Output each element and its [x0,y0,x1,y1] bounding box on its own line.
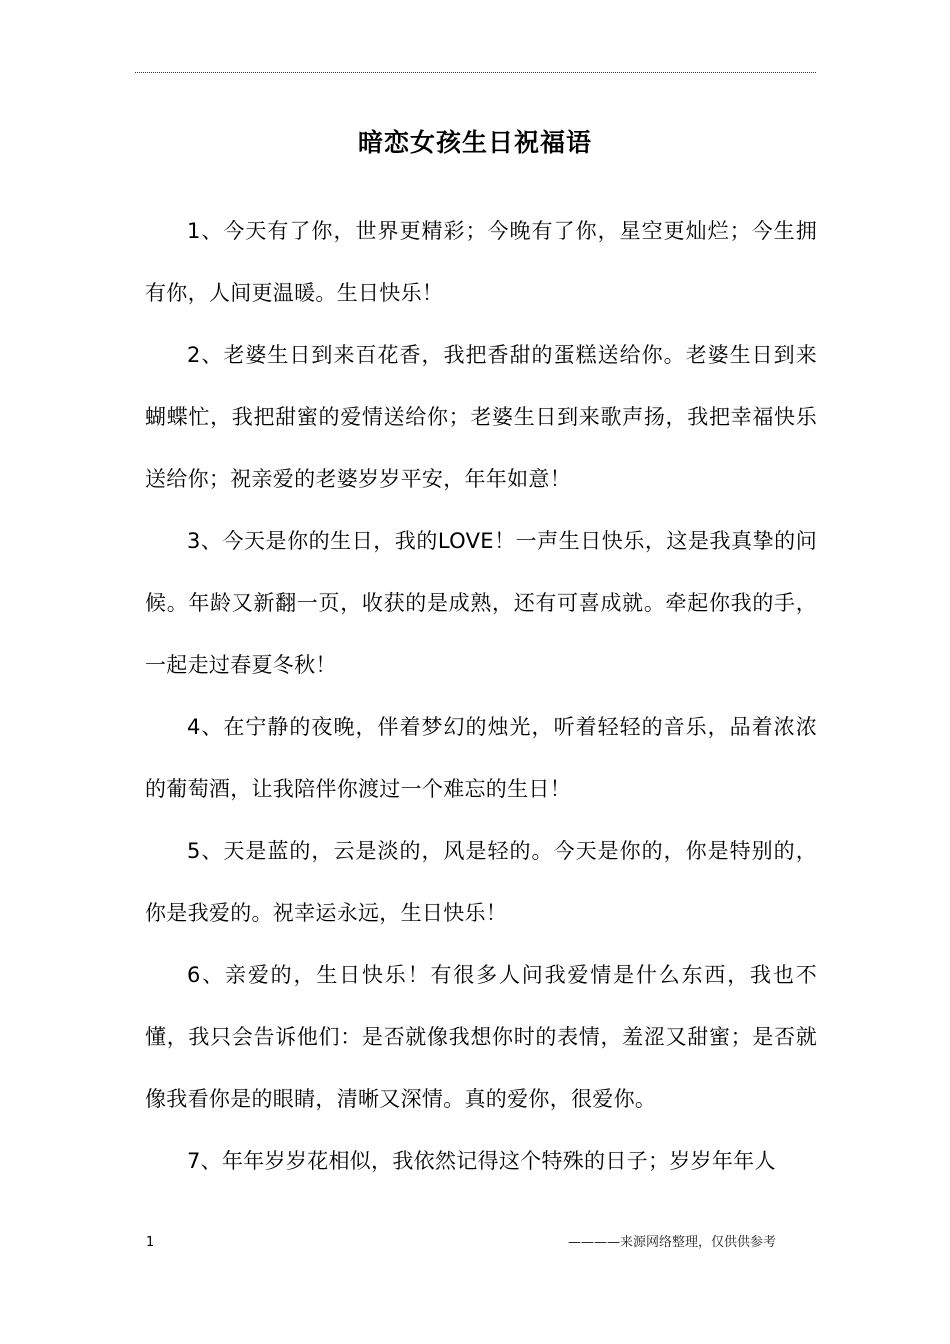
paragraph-5: 5、天是蓝的，云是淡的，风是轻的。今天是你的，你是特别的，你是我爱的。祝幸运永远，生日快乐！ [145,839,817,925]
paragraph-2: 2、老婆生日到来百花香，我把香甜的蛋糕送给你。老婆生日到来蝴蝶忙，我把甜蜜的爱情送给你；老婆生日到来歌声扬，我把幸福快乐送给你；祝亲爱的老婆岁岁平安，年年如意！ [145,343,817,491]
paragraph-4: 4、在宁静的夜晚，伴着梦幻的烛光，听着轻轻的音乐，品着浓浓的葡萄酒，让我陪伴你渡过一个难忘的生日！ [145,715,817,801]
footer-source-note: ————来源网络整理，仅供供参考 [567,1235,776,1250]
header-dotted-rule [135,72,816,73]
document-title: 暗恋女孩生日祝福语 [357,128,592,157]
paragraph-3: 3、今天是你的生日，我的LOVE！一声生日快乐，这是我真挚的问候。年龄又新翻一页，收获的是成熟，还有可喜成就。牵起你我的手，一起走过春夏冬秋！ [145,529,817,677]
page-number: 1 [146,1235,155,1250]
document-body [145,200,817,1192]
paragraph-1: 1、今天有了你，世界更精彩；今晚有了你，星空更灿烂；今生拥有你，人间更温暖。生日快乐！ [145,219,817,305]
paragraph-7: 7、年年岁岁花相似，我依然记得这个特殊的日子；岁岁年年人 [187,1149,776,1173]
paragraph-6: 6、亲爱的，生日快乐！有很多人问我爱情是什么东西，我也不懂，我只会告诉他们：是否就像我想你时的表情，羞涩又甜蜜；是否就像我看你是的眼睛，清晰又深情。真的爱你，很爱你。 [145,963,817,1111]
